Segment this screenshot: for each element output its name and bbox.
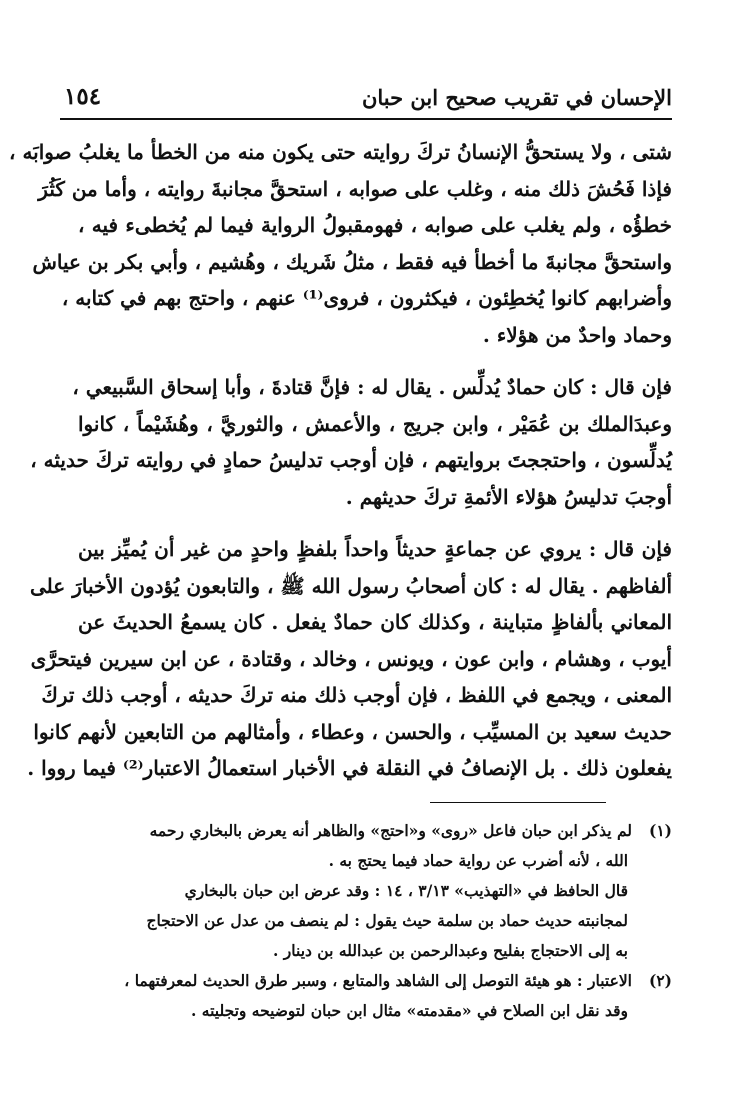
footnote-separator	[430, 802, 606, 803]
footnotes	[78, 816, 672, 1026]
running-header	[60, 78, 672, 120]
text-line: يفعلون ذلك . بل الإنصافُ في النقلة في الأخبار استعمالُ الاعتبار⁽²⁾ فيما رووا .	[27, 756, 672, 780]
text-line: أوجبَ تدليسُ هؤلاء الأئمةِ تركَ حديثهم .	[345, 484, 672, 509]
footnote-line: لمجانبته حديث حماد بن سلمة حيث يقول : لم ينصف من عدل عن الاحتجاج	[146, 911, 628, 930]
footnote-1	[78, 816, 672, 966]
text-line: حديث سعيد بن المسيِّب ، والحسن ، وعطاء ، وأمثالهم من التابعين لأنهم كانوا	[33, 719, 672, 744]
text-line: ألفاظهم . يقال له : كان أصحابُ رسول الله ﷺ ، والتابعون يُؤدون الأخبارَ على	[30, 573, 672, 598]
footnote-line: قال الحافظ في «التهذيب» ٣/١٣ ، ١٤ : وقد عرض ابن حبان بالبخاري	[184, 881, 628, 900]
paragraph-gap	[78, 353, 672, 369]
text-line: فإن قال : يروي عن جماعةٍ حديثاً واحداً بلفظٍ واحدٍ من غير أن يُميِّز بين	[78, 537, 672, 561]
text-line: وأضرابهم كانوا يُخطِئون ، فيكثرون ، فروى⁽¹⁾ عنهم ، واحتج بهم في كتابه ،	[61, 286, 672, 310]
text-line: فإن قال : كان حمادٌ يُدلِّس . يقال له : فإنَّ قتادةَ ، وأبا إسحاق السَّبيعي ،	[72, 375, 672, 399]
footnote-number: (١)	[648, 821, 672, 840]
text-line: شتى ، ولا يستحقُّ الإنسانُ تركَ روايته حتى يكون منه من الخطأ ما يغلبُ صوابَه ،	[9, 140, 672, 164]
footnote-line: الله ، لأنه أضرب عن رواية حماد فيما يحتج به .	[328, 851, 628, 870]
text-line: خطؤُه ، ولم يغلب على صوابه ، فهومقبولُ الرواية فيما لم يُخطىء فيه ،	[78, 213, 672, 237]
paragraph-gap	[78, 515, 672, 531]
footnote-2	[78, 966, 672, 1026]
footnote-number: (٢)	[648, 971, 672, 990]
footnote-text: لم يذكر ابن حبان فاعل «روى» و«احتج» والظاهر أنه يعرض بالبخاري رحمه	[149, 821, 632, 840]
text-line: المعنى ، ويجمع في اللفظ ، فإن أوجب ذلك منه تركَ حديثه ، أوجب ذلك تركَ	[41, 683, 672, 707]
footnote-line: وقد نقل ابن الصلاح في «مقدمته» مثال ابن حبان لتوضيحه وتجليته .	[190, 1001, 628, 1020]
footnote-line: به إلى الاحتجاج بفليح وعبدالرحمن بن عبدالله بن دينار .	[273, 941, 628, 960]
text-line: وعبدَالملك بن عُمَيْر ، وابن جريج ، والأعمش ، والثوريَّ ، وهُشَيْماً ، كانوا	[78, 411, 672, 436]
footnote-line	[78, 966, 672, 996]
text-line: فإذا فَحُشَ ذلك منه ، وغلب على صوابه ، استحقَّ مجانبةَ روايته ، وأما من كَثُرَ	[38, 176, 672, 201]
text-line: يُدلِّسون ، واحتججتَ بروايتهم ، فإن أوجب تدليسُ حمادٍ في روايته تركَ حديثه ،	[30, 448, 672, 472]
text-line: واستحقَّ مجانبةَ ما أخطأ فيه فقط ، مثلُ شَريك ، وهُشيم ، وأبي بكر بن عياش	[32, 249, 672, 274]
text-line: وحماد واحدٌ من هؤلاء .	[482, 322, 672, 347]
text-line: أيوب ، وهشام ، وابن عون ، ويونس ، وخالد ، وقتادة ، عن ابن سيرين فيتحرَّى	[30, 646, 672, 671]
page-number: ١٥٤	[64, 83, 102, 110]
book-title: الإحسان في تقريب صحيح ابن حبان	[361, 85, 672, 110]
footnote-line	[78, 816, 672, 846]
footnote-text: الاعتبار : هو هيئة التوصل إلى الشاهد والمتابع ، وسبر طرق الحديث لمعرفتهما ،	[124, 971, 632, 990]
main-text	[9, 134, 672, 787]
text-line: المعاني بألفاظٍ متباينة ، وكذلك كان حمادٌ يفعل . كان يسمعُ الحديثَ عن	[78, 610, 672, 634]
